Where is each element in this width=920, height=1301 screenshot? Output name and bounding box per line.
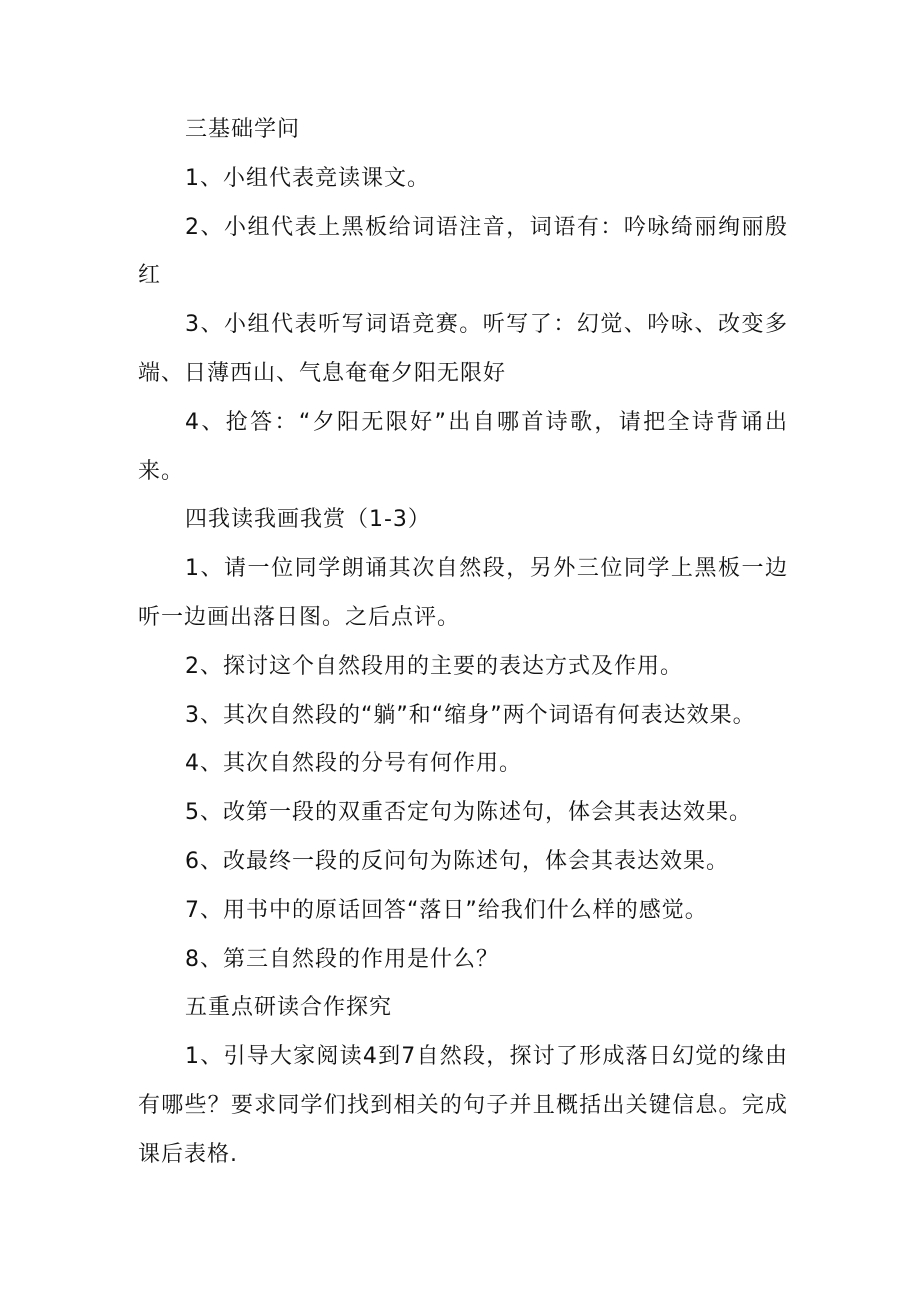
list-item: 3、小组代表听写词语竞赛。听写了：幻觉、吟咏、改变多端、日薄西山、气息奄奄夕阳无限好 (138, 312, 788, 386)
section-heading-basic-knowledge: 三基础学问 (185, 117, 301, 142)
section-heading-read-draw-appreciate: 四我读我画我赏（1-3） (185, 507, 431, 533)
list-item: 3、其次自然段的“躺”和“缩身”两个词语有何表达效果。 (185, 702, 756, 728)
list-item: 1、小组代表竞读课文。 (185, 165, 430, 191)
list-item: 5、改第一段的双重否定句为陈述句，体会其表达效果。 (185, 800, 752, 826)
list-item: 4、抢答：“夕阳无限好”出自哪首诗歌，请把全诗背诵出来。 (138, 409, 788, 484)
document-body (138, 106, 788, 1180)
section-heading-focused-study: 五重点研读合作探究 (185, 995, 393, 1021)
list-item: 8、第三自然段的作用是什么？ (185, 946, 499, 972)
list-item: 1、请一位同学朗诵其次自然段，另外三位同学上黑板一边听一边画出落日图。之后点评。 (138, 556, 788, 630)
list-item: 2、探讨这个自然段用的主要的表达方式及作用。 (185, 653, 683, 679)
list-item: 2、小组代表上黑板给词语注音，词语有：吟咏绮丽绚丽殷红 (138, 214, 788, 289)
list-item: 7、用书中的原话回答“落日”给我们什么样的感觉。 (185, 897, 708, 923)
list-item: 4、其次自然段的分号有何作用。 (185, 751, 522, 777)
list-item: 1、引导大家阅读4到7自然段，探讨了形成落日幻觉的缘由有哪些？要求同学们找到相关的句子并且概括出关键信息。完成课后表格. (138, 1044, 788, 1167)
list-item: 6、改最终一段的反问句为陈述句，体会其表达效果。 (185, 848, 729, 874)
